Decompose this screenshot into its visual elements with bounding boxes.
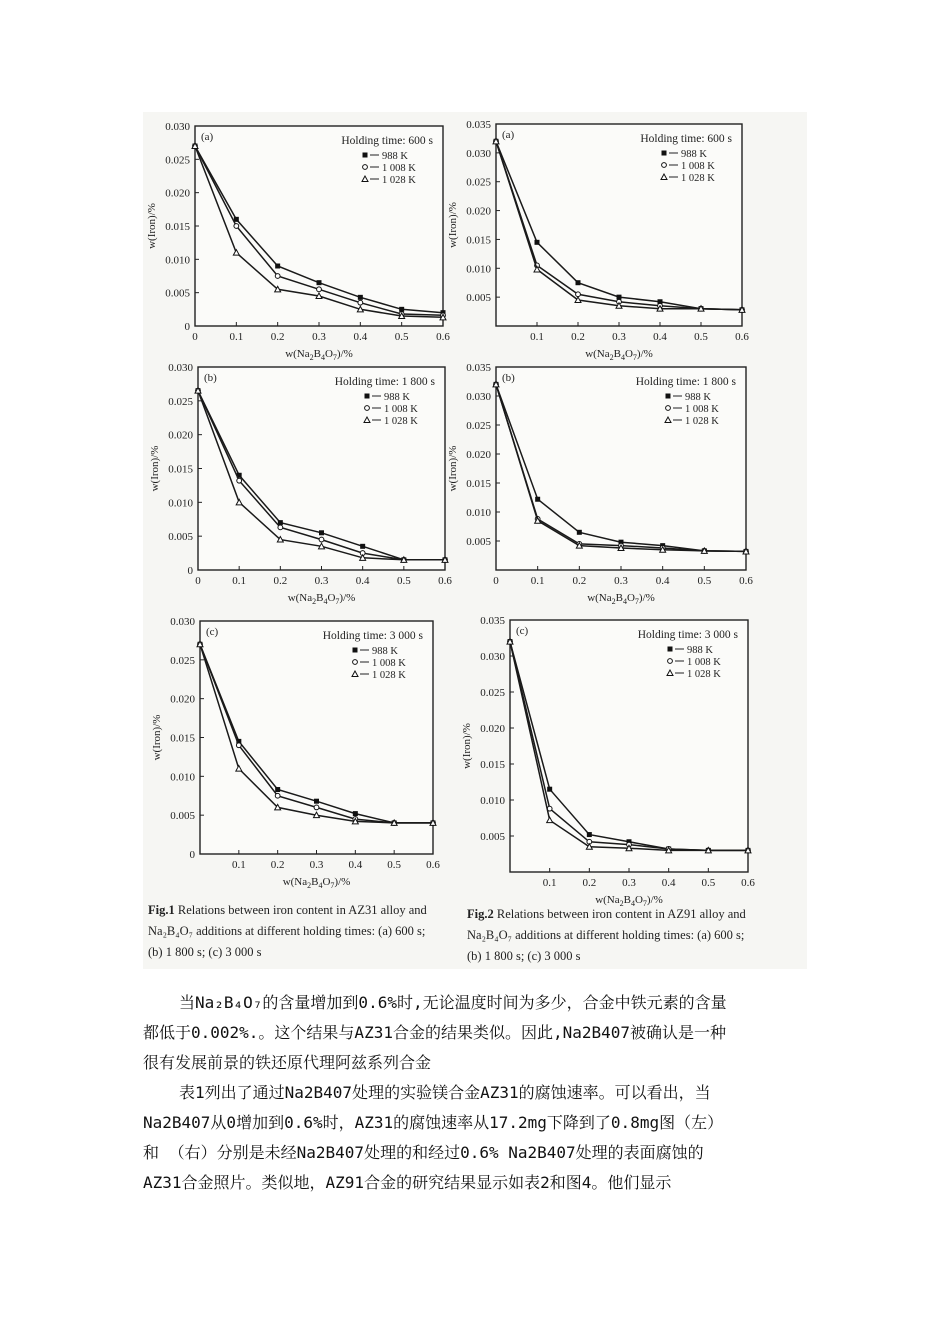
figure-1-caption: [148, 900, 448, 963]
figure-2-caption-line3: (b) 1 800 s; (c) 3 000 s: [467, 949, 581, 963]
data-point: [275, 787, 280, 792]
figure-1-caption-line1: Relations between iron content in AZ31 alloy and: [174, 903, 427, 917]
legend-entry: 1 008 K: [687, 657, 721, 668]
plot-frame: [200, 621, 433, 854]
x-tick-label: 0.1: [232, 575, 247, 587]
y-axis-label: w(Iron)/%: [146, 203, 158, 249]
paragraph-2-line2: Na2B407从0增加到0.6%时，AZ31的腐蚀速率从17.2mg下降到了0.8mg图（左）: [143, 1113, 724, 1132]
x-tick-label: 0.5: [396, 575, 411, 587]
chart-fig1b: [143, 358, 463, 606]
y-tick-label: 0.035: [466, 362, 491, 374]
y-tick-label: 0.010: [466, 507, 491, 519]
x-tick-label: 0.2: [572, 575, 587, 587]
y-tick-label: 0.015: [168, 463, 193, 476]
data-point: [234, 224, 239, 229]
x-tick-label: 0.6: [438, 575, 452, 587]
data-point: [358, 300, 363, 305]
y-tick-label: 0.005: [480, 831, 505, 843]
y-tick-label: 0.015: [170, 732, 195, 745]
data-point: [314, 805, 319, 810]
y-tick-label: 0.005: [466, 536, 491, 548]
figure-1-caption-line3: (b) 1 800 s; (c) 3 000 s: [148, 945, 262, 959]
legend-marker: [365, 394, 370, 399]
x-axis-label: w(Na2B4O7)/%: [282, 876, 351, 890]
data-point: [399, 307, 404, 312]
x-tick-label: 0.3: [614, 575, 628, 587]
figure-2-caption-line1: Relations between iron content in AZ91 alloy and: [493, 907, 746, 921]
figure-2-label: Fig.2: [467, 907, 494, 921]
legend-marker: [662, 163, 667, 168]
legend-marker: [365, 406, 370, 411]
legend-entry: 988 K: [382, 151, 408, 162]
data-point: [353, 811, 358, 816]
y-tick-label: 0.035: [480, 615, 505, 627]
x-tick-label: 0: [192, 331, 198, 343]
y-tick-label: 0.010: [165, 254, 190, 267]
data-point: [535, 497, 540, 502]
legend-entry: 1 028 K: [681, 173, 715, 184]
x-tick-label: 0.5: [701, 877, 716, 889]
body-text: [143, 988, 811, 1198]
y-tick-label: 0.015: [466, 478, 491, 490]
y-tick-label: 0.030: [480, 651, 505, 663]
y-tick-label: 0.005: [165, 287, 190, 300]
y-tick-label: 0.025: [165, 154, 190, 167]
x-tick-label: 0.5: [394, 331, 409, 343]
legend-entry: 1 028 K: [372, 670, 406, 681]
x-tick-label: 0.5: [694, 331, 708, 343]
y-axis-label: w(Iron)/%: [447, 202, 459, 248]
y-tick-label: 0.030: [466, 147, 491, 160]
legend-entry: 1 008 K: [685, 404, 719, 415]
y-tick-label: 0.015: [466, 234, 491, 247]
x-axis-label: w(Na2B4O7)/%: [585, 348, 653, 362]
legend-entry: 1 028 K: [687, 669, 721, 680]
x-tick-label: 0.1: [231, 859, 246, 871]
y-tick-label: 0.010: [480, 795, 505, 807]
legend-marker: [363, 153, 368, 158]
x-tick-label: 0.4: [348, 859, 363, 871]
x-tick-label: 0.1: [229, 331, 244, 343]
y-tick-label: 0.025: [168, 395, 193, 408]
y-tick-label: 0.015: [480, 759, 505, 771]
y-tick-label: 0.015: [165, 221, 190, 233]
x-tick-label: 0.4: [655, 575, 670, 587]
y-tick-label: 0.020: [170, 693, 195, 706]
y-axis-label: w(Iron)/%: [151, 714, 163, 761]
data-point: [278, 525, 283, 530]
y-tick-label: 0.010: [170, 771, 195, 784]
x-tick-label: 0: [195, 575, 201, 587]
y-tick-label: 0.010: [466, 263, 491, 276]
x-tick-label: 0.1: [530, 331, 544, 343]
data-point: [317, 287, 322, 292]
x-tick-label: 0.3: [309, 859, 324, 871]
legend-marker: [666, 394, 671, 399]
y-tick-label: 0.025: [466, 420, 491, 432]
holding-time-annotation: Holding time: 3 000 s: [637, 629, 738, 641]
x-tick-label: 0.1: [542, 877, 557, 889]
y-tick-label: 0.020: [480, 723, 505, 735]
y-tick-label: 0.005: [170, 810, 195, 823]
legend-entry: 988 K: [384, 392, 410, 403]
data-point: [317, 280, 322, 285]
x-tick-label: 0.5: [697, 575, 712, 587]
data-point: [360, 544, 365, 549]
x-tick-label: 0.3: [622, 877, 636, 889]
y-tick-label: 0: [187, 565, 193, 577]
panel-label: (a): [502, 129, 515, 141]
x-tick-label: 0.4: [653, 331, 667, 343]
y-tick-label: 0.020: [165, 187, 190, 200]
legend-marker: [668, 647, 673, 652]
legend-entry: 1 028 K: [382, 175, 416, 186]
panel-label: (b): [502, 372, 515, 384]
legend-marker: [353, 660, 358, 665]
y-tick-label: 0.020: [466, 449, 491, 461]
y-tick-label: 0.025: [480, 687, 505, 699]
y-tick-label: 0.005: [168, 531, 193, 544]
x-tick-label: 0.6: [741, 877, 755, 889]
holding-time-annotation: Holding time: 1 800 s: [334, 376, 435, 388]
holding-time-annotation: Holding time: 3 000 s: [322, 630, 423, 642]
figure-2-caption: [467, 904, 757, 967]
figure-2-caption-line2: Na₂B₄O₇ additions at different holding times: (a) 600 s;: [467, 928, 745, 942]
chart-fig2b: [447, 358, 782, 606]
x-tick-label: 0.6: [735, 331, 749, 343]
figure-1-label: Fig.1: [148, 903, 175, 917]
y-tick-label: 0.030: [466, 391, 491, 403]
legend-entry: 1 028 K: [384, 416, 418, 427]
x-tick-label: 0.2: [273, 575, 288, 587]
data-point: [577, 530, 582, 535]
data-point: [236, 743, 241, 748]
x-tick-label: 0.2: [571, 331, 585, 343]
x-tick-label: 0.3: [612, 331, 626, 343]
chart-fig2a: [447, 112, 782, 362]
y-tick-label: 0.030: [170, 616, 195, 628]
paragraph-2-line1: 表1列出了通过Na2B407处理的实验镁合金AZ31的腐蚀速率。可以看出，当: [179, 1083, 711, 1102]
data-point: [358, 295, 363, 300]
data-point: [314, 799, 319, 804]
data-point: [587, 832, 592, 837]
y-tick-label: 0.020: [466, 205, 491, 218]
paragraph-1-line2: 都低于0.002%.。这个结果与AZ31合金的结果类似。因此,Na2B407被确认是一种: [143, 1023, 727, 1042]
x-tick-label: 0.2: [582, 877, 597, 889]
x-tick-label: 0: [493, 575, 499, 587]
y-axis-label: w(Iron)/%: [461, 723, 473, 769]
y-tick-label: 0.005: [466, 292, 491, 305]
y-axis-label: w(Iron)/%: [447, 445, 459, 492]
x-tick-label: 0.6: [436, 331, 450, 343]
chart-fig1a: [143, 112, 463, 360]
legend-marker: [666, 406, 671, 411]
paragraph-2-line4: AZ31合金照片。类似地，AZ91合金的研究结果显示如表2和图4。他们显示: [143, 1173, 672, 1192]
data-point: [275, 264, 280, 269]
paragraph-2-line3: 和 （右）分别是未经Na2B407处理的和经过0.6% Na2B407处理的表面腐蚀的: [143, 1143, 704, 1162]
y-tick-label: 0.010: [168, 497, 193, 510]
y-tick-label: 0.020: [168, 429, 193, 442]
legend-entry: 988 K: [687, 645, 713, 656]
data-point: [319, 537, 324, 542]
x-tick-label: 0.2: [270, 331, 285, 343]
legend-entry: 988 K: [372, 646, 398, 657]
x-tick-label: 0.4: [355, 575, 370, 587]
y-tick-label: 0.025: [170, 654, 195, 667]
legend-marker: [662, 151, 667, 156]
panel-label: (b): [204, 372, 217, 384]
y-tick-label: 0.025: [466, 176, 491, 189]
panel-label: (c): [206, 626, 219, 638]
y-tick-label: 0: [189, 849, 195, 861]
data-point: [237, 478, 242, 483]
y-tick-label: 0.035: [466, 119, 491, 131]
y-tick-label: 0.030: [165, 121, 190, 133]
holding-time-annotation: Holding time: 600 s: [640, 133, 732, 145]
data-point: [319, 530, 324, 535]
legend-entry: 1 008 K: [384, 404, 418, 415]
x-tick-label: 0.4: [353, 331, 368, 343]
x-tick-label: 0.2: [270, 859, 285, 871]
data-point: [576, 292, 581, 297]
legend-marker: [363, 165, 368, 170]
x-tick-label: 0.1: [530, 575, 545, 587]
y-tick-label: 0.030: [168, 362, 193, 374]
y-axis-label: w(Iron)/%: [149, 445, 161, 492]
x-tick-label: 0.3: [314, 575, 329, 587]
holding-time-annotation: Holding time: 1 800 s: [635, 376, 736, 388]
figure-1-caption-line2: Na₂B₄O₇ additions at different holding times: (a) 600 s;: [148, 924, 426, 938]
panel-label: (c): [516, 625, 529, 637]
legend-entry: 1 008 K: [372, 658, 406, 669]
chart-fig2c: [461, 608, 782, 908]
x-tick-label: 0.6: [426, 859, 440, 871]
holding-time-annotation: Holding time: 600 s: [341, 135, 433, 147]
legend-entry: 1 008 K: [681, 161, 715, 172]
y-tick-label: 0: [184, 321, 190, 333]
x-axis-label: w(Na2B4O7)/%: [285, 348, 353, 362]
legend-entry: 988 K: [681, 149, 707, 160]
x-axis-label: w(Na2B4O7)/%: [595, 894, 663, 908]
x-tick-label: 0.3: [312, 331, 326, 343]
x-axis-label: w(Na2B4O7)/%: [287, 592, 356, 606]
x-tick-label: 0.5: [387, 859, 402, 871]
data-point: [576, 280, 581, 285]
legend-entry: 988 K: [685, 392, 711, 403]
paragraph-1-line3: 很有发展前景的铁还原代理阿兹系列合金: [143, 1053, 432, 1072]
legend-marker: [353, 648, 358, 653]
x-axis-label: w(Na2B4O7)/%: [587, 592, 655, 606]
legend-entry: 1 028 K: [685, 416, 719, 427]
data-point: [275, 274, 280, 279]
x-tick-label: 0.6: [739, 575, 753, 587]
data-point: [535, 240, 540, 245]
paragraph-1-line1: 当Na₂B₄O₇的含量增加到0.6%时,无论温度时间为多少，合金中铁元素的含量: [179, 993, 727, 1012]
legend-marker: [668, 659, 673, 664]
panel-label: (a): [201, 131, 214, 143]
legend-entry: 1 008 K: [382, 163, 416, 174]
data-point: [547, 787, 552, 792]
x-tick-label: 0.4: [661, 877, 676, 889]
data-point: [275, 793, 280, 798]
chart-fig1c: [143, 608, 463, 898]
